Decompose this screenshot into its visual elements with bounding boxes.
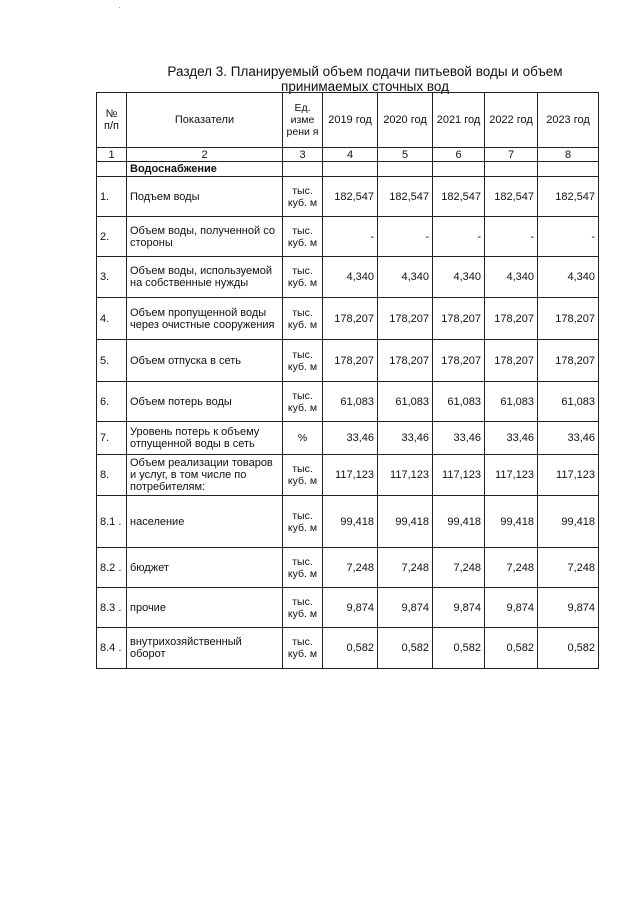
row-unit: тыс. куб. м — [283, 298, 323, 340]
row-value: 178,207 — [433, 340, 485, 382]
row-value: - — [378, 217, 433, 257]
row-value: 0,582 — [538, 628, 599, 669]
section-row — [97, 162, 599, 177]
row-number: 6. — [97, 382, 127, 422]
table-row — [97, 628, 599, 669]
row-value: 117,123 — [538, 455, 599, 496]
row-value: 99,418 — [433, 496, 485, 548]
row-indicator: Подъем воды — [127, 177, 283, 217]
row-value: 0,582 — [378, 628, 433, 669]
column-index: 5 — [378, 148, 433, 162]
row-value: 33,46 — [323, 422, 378, 455]
table-row — [97, 298, 599, 340]
row-indicator: Объем воды, используемой на собственные нужды — [127, 257, 283, 298]
row-value: 9,874 — [323, 588, 378, 628]
row-indicator: Объем реализации товаров и услуг, в том числе по потребителям: — [127, 455, 283, 496]
row-value: 4,340 — [433, 257, 485, 298]
header-year: 2021 год — [433, 93, 485, 148]
row-number: 8. — [97, 455, 127, 496]
header-row — [97, 93, 599, 148]
row-value: 99,418 — [323, 496, 378, 548]
row-value: 4,340 — [538, 257, 599, 298]
row-unit: тыс. куб. м — [283, 628, 323, 669]
table-row — [97, 177, 599, 217]
row-indicator: Объем пропущенной воды через очистные сооружения — [127, 298, 283, 340]
row-value: 178,207 — [323, 298, 378, 340]
row-value: 61,083 — [485, 382, 538, 422]
row-value: 61,083 — [433, 382, 485, 422]
row-value: 99,418 — [538, 496, 599, 548]
row-value: 182,547 — [433, 177, 485, 217]
row-value: 117,123 — [323, 455, 378, 496]
row-value: 182,547 — [485, 177, 538, 217]
row-value: - — [433, 217, 485, 257]
row-value: 117,123 — [433, 455, 485, 496]
row-indicator: Уровень потерь к объему отпущенной воды в сеть — [127, 422, 283, 455]
column-index: 7 — [485, 148, 538, 162]
row-value: 61,083 — [323, 382, 378, 422]
row-value: 178,207 — [323, 340, 378, 382]
row-unit: тыс. куб. м — [283, 340, 323, 382]
row-value: 9,874 — [378, 588, 433, 628]
header-year: 2023 год — [538, 93, 599, 148]
row-indicator: бюджет — [127, 548, 283, 588]
row-value: 4,340 — [323, 257, 378, 298]
row-value: 182,547 — [323, 177, 378, 217]
row-indicator: Объем воды, полученной со стороны — [127, 217, 283, 257]
row-number: 8.2 . — [97, 548, 127, 588]
scan-artifact: · — [118, 2, 121, 12]
document-title — [150, 64, 580, 94]
row-indicator: население — [127, 496, 283, 548]
header-year: 2019 год — [323, 93, 378, 148]
column-index: 1 — [97, 148, 127, 162]
row-value: 7,248 — [485, 548, 538, 588]
row-value: 178,207 — [433, 298, 485, 340]
row-value: 33,46 — [485, 422, 538, 455]
row-value: - — [538, 217, 599, 257]
row-unit: тыс. куб. м — [283, 177, 323, 217]
row-unit: тыс. куб. м — [283, 382, 323, 422]
row-indicator: прочие — [127, 588, 283, 628]
row-number: 8.1 . — [97, 496, 127, 548]
row-value: 33,46 — [433, 422, 485, 455]
title-line-1: Раздел 3. Планируемый объем подачи питьевой воды и объем — [167, 64, 563, 79]
row-value: 117,123 — [378, 455, 433, 496]
planned-volume-table — [96, 92, 599, 669]
row-value: 61,083 — [538, 382, 599, 422]
row-value: 0,582 — [485, 628, 538, 669]
row-value: 178,207 — [485, 340, 538, 382]
row-value: 99,418 — [485, 496, 538, 548]
table-row — [97, 217, 599, 257]
row-number: 1. — [97, 177, 127, 217]
row-unit: тыс. куб. м — [283, 588, 323, 628]
row-number: 7. — [97, 422, 127, 455]
row-number: 8.3 . — [97, 588, 127, 628]
row-value: 4,340 — [485, 257, 538, 298]
row-number: 4. — [97, 298, 127, 340]
row-value: 178,207 — [485, 298, 538, 340]
row-indicator: внутрихозяйственный оборот — [127, 628, 283, 669]
row-value: 178,207 — [378, 340, 433, 382]
row-number: 2. — [97, 217, 127, 257]
header-indicator: Показатели — [127, 93, 283, 148]
table-row — [97, 382, 599, 422]
row-value: 178,207 — [538, 298, 599, 340]
table-row — [97, 588, 599, 628]
table-row — [97, 422, 599, 455]
table-row — [97, 455, 599, 496]
row-value: 9,874 — [485, 588, 538, 628]
data-rows — [97, 177, 599, 669]
row-unit: тыс. куб. м — [283, 455, 323, 496]
row-value: 61,083 — [378, 382, 433, 422]
row-value: 7,248 — [538, 548, 599, 588]
row-number: 3. — [97, 257, 127, 298]
row-value: 7,248 — [433, 548, 485, 588]
row-value: 178,207 — [538, 340, 599, 382]
row-number: 8.4 . — [97, 628, 127, 669]
row-value: 182,547 — [538, 177, 599, 217]
row-value: 9,874 — [433, 588, 485, 628]
column-index: 6 — [433, 148, 485, 162]
row-value: 0,582 — [433, 628, 485, 669]
title-line-2: принимаемых сточных вод — [281, 79, 449, 94]
table-row — [97, 340, 599, 382]
row-value: - — [485, 217, 538, 257]
row-indicator: Объем потерь воды — [127, 382, 283, 422]
row-value: - — [323, 217, 378, 257]
header-num: № п/п — [97, 93, 127, 148]
row-number: 5. — [97, 340, 127, 382]
column-index: 4 — [323, 148, 378, 162]
row-value: 33,46 — [538, 422, 599, 455]
row-unit: тыс. куб. м — [283, 496, 323, 548]
row-value: 117,123 — [485, 455, 538, 496]
header-year: 2022 год — [485, 93, 538, 148]
header-unit: Ед. изме рени я — [283, 93, 323, 148]
row-value: 33,46 — [378, 422, 433, 455]
column-index: 3 — [283, 148, 323, 162]
row-unit: тыс. куб. м — [283, 217, 323, 257]
row-value: 0,582 — [323, 628, 378, 669]
table-row — [97, 257, 599, 298]
column-index: 2 — [127, 148, 283, 162]
row-value: 9,874 — [538, 588, 599, 628]
header-year: 2020 год — [378, 93, 433, 148]
row-value: 4,340 — [378, 257, 433, 298]
row-unit: % — [283, 422, 323, 455]
table-row — [97, 496, 599, 548]
column-index: 8 — [538, 148, 599, 162]
row-indicator: Объем отпуска в сеть — [127, 340, 283, 382]
row-value: 182,547 — [378, 177, 433, 217]
row-value: 99,418 — [378, 496, 433, 548]
row-unit: тыс. куб. м — [283, 257, 323, 298]
row-value: 7,248 — [323, 548, 378, 588]
row-unit: тыс. куб. м — [283, 548, 323, 588]
column-index-row — [97, 148, 599, 162]
section-title: Водоснабжение — [127, 162, 283, 177]
table-row — [97, 548, 599, 588]
row-value: 7,248 — [378, 548, 433, 588]
row-value: 178,207 — [378, 298, 433, 340]
